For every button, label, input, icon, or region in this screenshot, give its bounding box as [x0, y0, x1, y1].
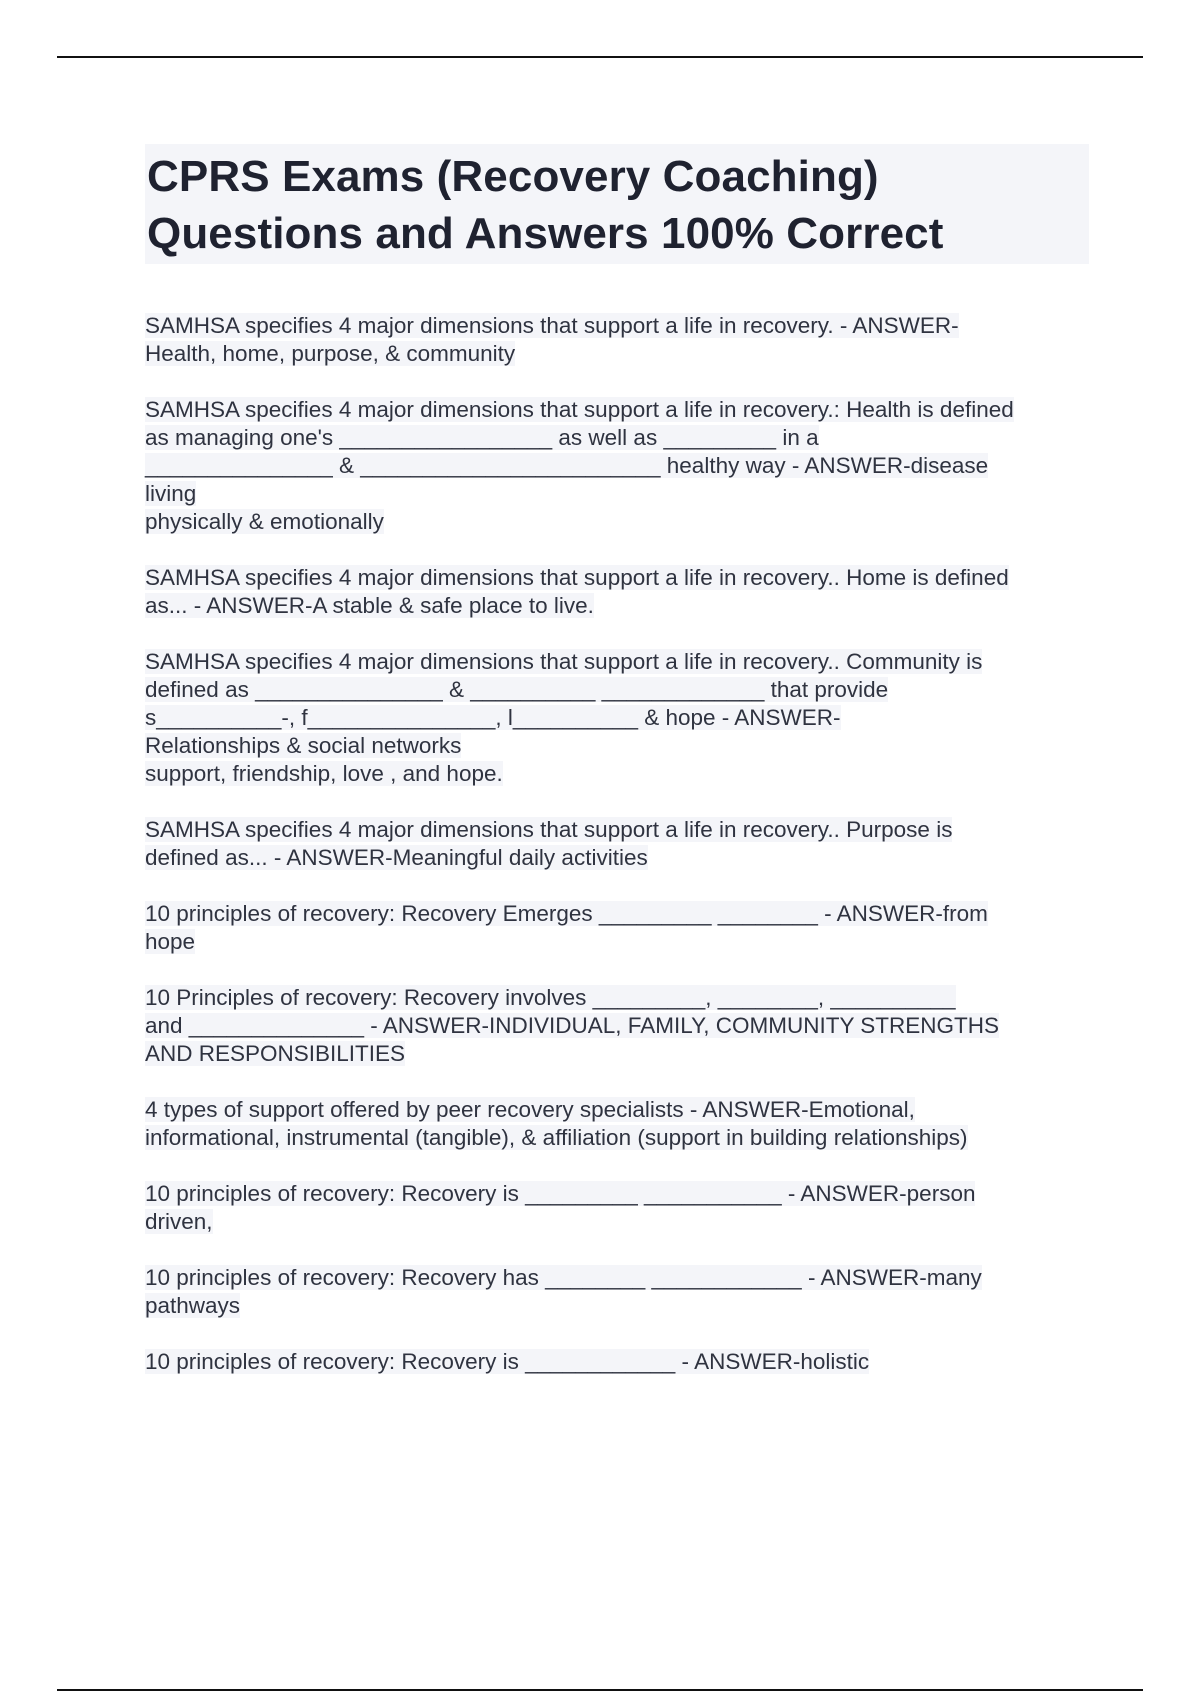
- qa-item: [145, 564, 1089, 620]
- qa-line: AND RESPONSIBILITIES: [145, 1041, 406, 1066]
- qa-item: [145, 1264, 1089, 1320]
- qa-item: [145, 816, 1089, 872]
- qa-item: [145, 1096, 1089, 1152]
- qa-line: defined as _______________ & __________ _____________ that provide: [145, 677, 889, 702]
- qa-line: as... - ANSWER-A stable & safe place to live.: [145, 593, 594, 618]
- qa-line: _______________ & ________________________ healthy way - ANSWER-disease: [145, 453, 989, 478]
- qa-line: SAMHSA specifies 4 major dimensions that support a life in recovery.. Community is: [145, 649, 983, 674]
- document-body: [145, 144, 1089, 1404]
- title-line-1: CPRS Exams (Recovery Coaching): [147, 152, 879, 201]
- bottom-rule: [57, 1689, 1143, 1691]
- qa-line: SAMHSA specifies 4 major dimensions that support a life in recovery.. Home is defined: [145, 565, 1009, 590]
- qa-line: driven,: [145, 1209, 213, 1234]
- qa-line: 10 principles of recovery: Recovery is _________ ___________ - ANSWER-person: [145, 1181, 976, 1206]
- qa-item: [145, 312, 1089, 368]
- qa-item: [145, 1348, 1089, 1376]
- qa-line: Health, home, purpose, & community: [145, 341, 516, 366]
- qa-line: 10 principles of recovery: Recovery is ____________ - ANSWER-holistic: [145, 1349, 870, 1374]
- qa-line: and ______________ - ANSWER-INDIVIDUAL, FAMILY, COMMUNITY STRENGTHS: [145, 1013, 1000, 1038]
- qa-line: support, friendship, love , and hope.: [145, 761, 503, 786]
- qa-line: defined as... - ANSWER-Meaningful daily activities: [145, 845, 648, 870]
- qa-line: SAMHSA specifies 4 major dimensions that support a life in recovery. - ANSWER-: [145, 313, 959, 338]
- qa-item: [145, 1180, 1089, 1236]
- top-rule: [57, 56, 1143, 58]
- qa-line: physically & emotionally: [145, 509, 384, 534]
- title-line-2: Questions and Answers 100% Correct: [147, 209, 944, 258]
- qa-line: 10 principles of recovery: Recovery Emerges _________ ________ - ANSWER-from: [145, 901, 988, 926]
- qa-line: living: [145, 481, 197, 506]
- qa-line: pathways: [145, 1293, 241, 1318]
- document-title: [145, 144, 1089, 264]
- qa-line: 4 types of support offered by peer recovery specialists - ANSWER-Emotional,: [145, 1097, 915, 1122]
- qa-line: 10 principles of recovery: Recovery has ________ ____________ - ANSWER-many: [145, 1265, 982, 1290]
- qa-line: s__________-, f_______________, l__________ & hope - ANSWER-: [145, 705, 841, 730]
- qa-item: [145, 984, 1089, 1068]
- qa-line: Relationships & social networks: [145, 733, 462, 758]
- qa-line: SAMHSA specifies 4 major dimensions that support a life in recovery.: Health is defined: [145, 397, 1014, 422]
- qa-item: [145, 396, 1089, 536]
- qa-line: SAMHSA specifies 4 major dimensions that support a life in recovery.. Purpose is: [145, 817, 953, 842]
- qa-item: [145, 648, 1089, 788]
- qa-item: [145, 900, 1089, 956]
- qa-line: informational, instrumental (tangible), & affiliation (support in building relationships): [145, 1125, 968, 1150]
- qa-line: 10 Principles of recovery: Recovery involves _________, ________, __________: [145, 985, 956, 1010]
- qa-line: as managing one's _________________ as well as _________ in a: [145, 425, 819, 450]
- qa-line: hope: [145, 929, 196, 954]
